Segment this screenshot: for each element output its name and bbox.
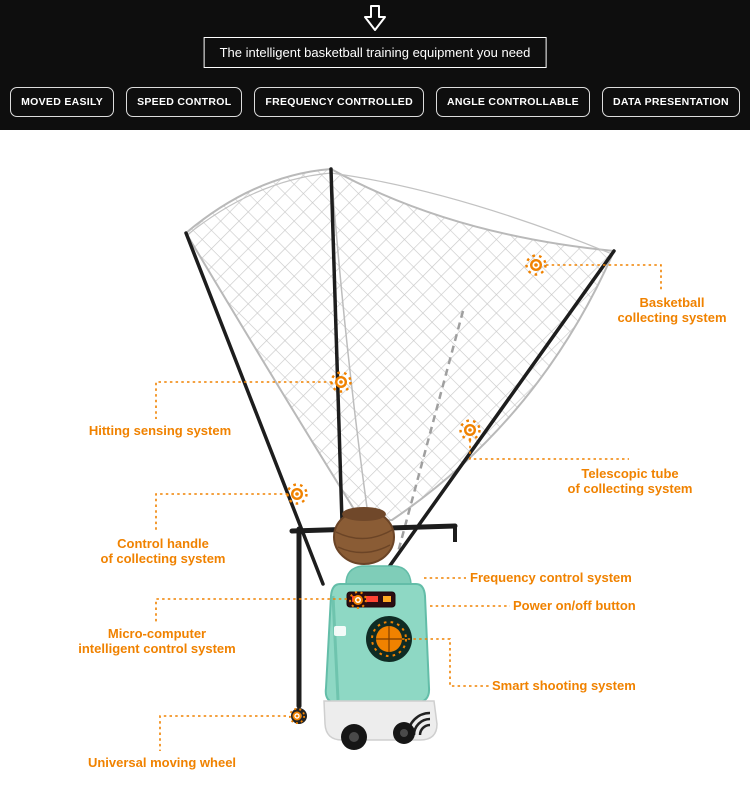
callout-label: of collecting system: [567, 481, 693, 496]
machine-head: [346, 566, 411, 584]
callout-power-on-off-button: [513, 598, 673, 613]
callout-label: Control handle: [117, 536, 209, 551]
callout-basketball-collecting-system: [595, 295, 749, 325]
feature-pill-angle-controllable: ANGLE CONTROLLABLE: [436, 87, 590, 117]
callout-control-handle: [68, 536, 258, 566]
leader-universal-wheel: [160, 716, 286, 751]
callout-label: Hitting sensing system: [88, 423, 232, 438]
feature-pill-frequency-controlled: FREQUENCY CONTROLLED: [254, 87, 424, 117]
callout-label: Frequency control system: [470, 570, 632, 585]
feature-pill-moved-easily: MOVED EASILY: [10, 87, 114, 117]
down-arrow-icon: [363, 5, 387, 32]
display-digits: [366, 596, 378, 602]
banner-title: The intelligent basketball training equipment you need: [204, 37, 547, 68]
callout-frequency-control-system: [470, 570, 670, 585]
callout-label: Basketball: [639, 295, 705, 310]
callout-hitting-sensing-system: [62, 423, 258, 438]
leader-telescopic-tube: [470, 440, 629, 459]
header-banner: [0, 0, 750, 130]
callout-label: Smart shooting system: [492, 678, 636, 693]
feature-pill-speed-control: SPEED CONTROL: [126, 87, 242, 117]
feature-pill-data-presentation: DATA PRESENTATION: [602, 87, 740, 117]
callout-label: of collecting system: [100, 551, 226, 566]
callout-label: collecting system: [617, 310, 727, 325]
callout-label: Universal moving wheel: [87, 755, 237, 770]
leader-control-handle: [156, 494, 288, 532]
basketball: [376, 626, 402, 652]
callout-universal-moving-wheel: [60, 755, 264, 770]
brand-logo: [334, 626, 346, 636]
callout-micro-computer-system: [55, 626, 259, 656]
feature-pill-row: [0, 87, 750, 117]
shooting-machine: [324, 566, 437, 750]
leader-micro-computer: [156, 599, 347, 622]
callout-smart-shooting-system: [492, 678, 672, 693]
callout-label: intelligent control system: [78, 641, 236, 656]
ball-basket: [334, 507, 394, 564]
target-marker-icon: [288, 485, 307, 504]
callout-label: Telescopic tube: [581, 466, 679, 481]
callout-label: Power on/off button: [513, 598, 636, 613]
callout-label: Micro-computer: [107, 626, 207, 641]
callout-telescopic-tube: [538, 466, 722, 496]
display-digits: [383, 596, 391, 602]
